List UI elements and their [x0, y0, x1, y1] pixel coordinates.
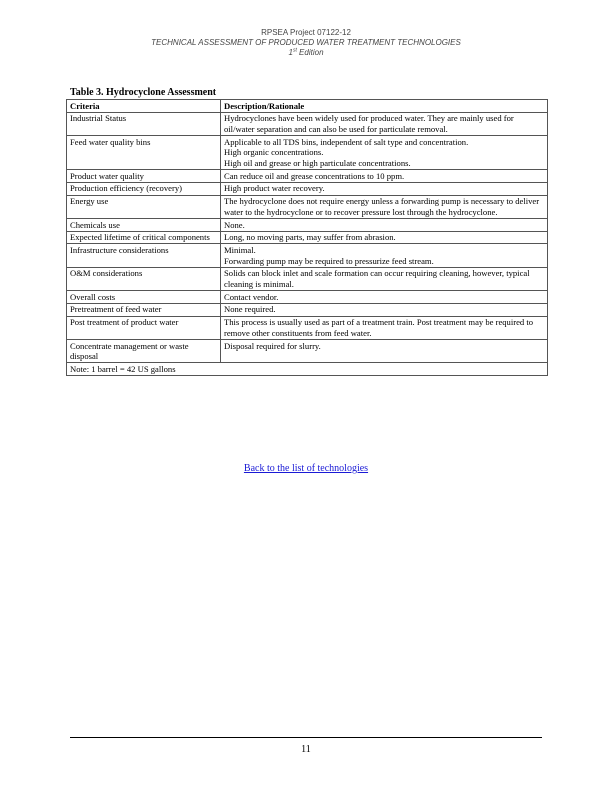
table-row	[67, 231, 548, 244]
description-text: Minimal.	[224, 244, 256, 255]
criteria-text: O&M considerations	[70, 268, 143, 279]
edition-suffix: st	[292, 47, 297, 54]
table-body	[67, 112, 548, 363]
criteria-text: Feed water quality bins	[70, 136, 151, 147]
criteria-cell	[67, 170, 221, 183]
criteria-text: Production efficiency (recovery)	[70, 183, 182, 194]
description-cell	[221, 112, 548, 135]
description-text: Disposal required for slurry.	[224, 340, 321, 351]
table-row	[67, 112, 548, 135]
description-text: None.	[224, 219, 245, 230]
table-note: Note: 1 barrel = 42 US gallons	[67, 363, 548, 376]
description-text: Applicable to all TDS bins, independent of salt type and concentration.	[224, 136, 469, 147]
criteria-cell	[67, 267, 221, 290]
description-text: High oil and grease or high particulate concentrations.	[224, 158, 411, 169]
criteria-cell	[67, 136, 221, 170]
table-note-row	[67, 363, 548, 376]
description-text: High organic concentrations.	[224, 147, 324, 158]
criteria-cell	[67, 340, 221, 363]
description-cell	[221, 231, 548, 244]
description-cell	[221, 340, 548, 363]
description-text: High product water recovery.	[224, 183, 325, 194]
assessment-table	[66, 99, 548, 376]
description-cell	[221, 219, 548, 232]
page-header	[0, 28, 612, 58]
criteria-text: Product water quality	[70, 170, 144, 181]
description-cell	[221, 303, 548, 316]
criteria-cell	[67, 219, 221, 232]
footer-divider	[70, 737, 542, 738]
criteria-text: Chemicals use	[70, 219, 120, 230]
table-row	[67, 316, 548, 339]
table-title: Table 3. Hydrocyclone Assessment	[70, 87, 217, 98]
table-row	[67, 170, 548, 183]
description-cell	[221, 291, 548, 304]
criteria-text: Infrastructure considerations	[70, 244, 169, 255]
edition-word: Edition	[296, 48, 324, 57]
description-text: Solids can block inlet and scale formation can occur requiring cleaning, however, typical cleaning is minimal.	[224, 268, 530, 290]
criteria-text: Expected lifetime of critical components	[70, 232, 210, 243]
description-text: None required.	[224, 304, 276, 315]
description-cell	[221, 195, 548, 218]
table-header-row	[67, 100, 548, 113]
criteria-text: Energy use	[70, 196, 109, 207]
criteria-cell	[67, 244, 221, 267]
table-row	[67, 291, 548, 304]
edition-number: 1	[288, 48, 293, 57]
description-text: Forwarding pump may be required to pressurize feed stream.	[224, 255, 434, 266]
table-row	[67, 267, 548, 290]
description-text: Hydrocyclones have been widely used for produced water. They are mainly used for oil/water separation and can also be used for particulate removal.	[224, 113, 514, 134]
description-cell	[221, 244, 548, 267]
table-row	[67, 195, 548, 218]
back-to-list-link[interactable]: Back to the list of technologies	[243, 463, 369, 474]
criteria-cell	[67, 316, 221, 339]
criteria-cell	[67, 291, 221, 304]
description-cell	[221, 136, 548, 170]
table-row	[67, 340, 548, 363]
report-title: TECHNICAL ASSESSMENT OF PRODUCED WATER TREATMENT TECHNOLOGIES	[151, 38, 461, 47]
description-cell	[221, 267, 548, 290]
description-text: This process is usually used as part of a treatment train. Post treatment may be required to remove other constituents from feed water.	[224, 317, 534, 338]
edition	[0, 48, 612, 58]
criteria-cell	[67, 112, 221, 135]
criteria-text: Post treatment of product water	[70, 317, 179, 328]
table-row	[67, 182, 548, 195]
criteria-cell	[67, 195, 221, 218]
description-text: Long, no moving parts, may suffer from abrasion.	[224, 232, 396, 243]
back-link-container	[0, 463, 612, 474]
criteria-text: Pretreatment of feed water	[70, 304, 162, 315]
description-cell	[221, 182, 548, 195]
description-text: Can reduce oil and grease concentrations to 10 ppm.	[224, 170, 405, 181]
page-number: 11	[301, 744, 311, 755]
table-row	[67, 219, 548, 232]
criteria-text: Concentrate management or waste disposal	[70, 340, 189, 362]
table-row	[67, 136, 548, 170]
column-header-description: Description/Rationale	[221, 100, 548, 113]
criteria-cell	[67, 182, 221, 195]
description-cell	[221, 170, 548, 183]
description-text: The hydrocyclone does not require energy unless a forwarding pump is necessary to deliver water to the hydrocyclone or to recover pressure lost through the hydrocyclone.	[224, 196, 540, 217]
column-header-criteria: Criteria	[67, 100, 221, 113]
description-text: Contact vendor.	[224, 291, 279, 302]
project-id: RPSEA Project 07122-12	[261, 28, 351, 37]
table-row	[67, 303, 548, 316]
criteria-text: Industrial Status	[70, 113, 127, 124]
criteria-cell	[67, 231, 221, 244]
description-cell	[221, 316, 548, 339]
criteria-cell	[67, 303, 221, 316]
criteria-text: Overall costs	[70, 291, 116, 302]
table-row	[67, 244, 548, 267]
